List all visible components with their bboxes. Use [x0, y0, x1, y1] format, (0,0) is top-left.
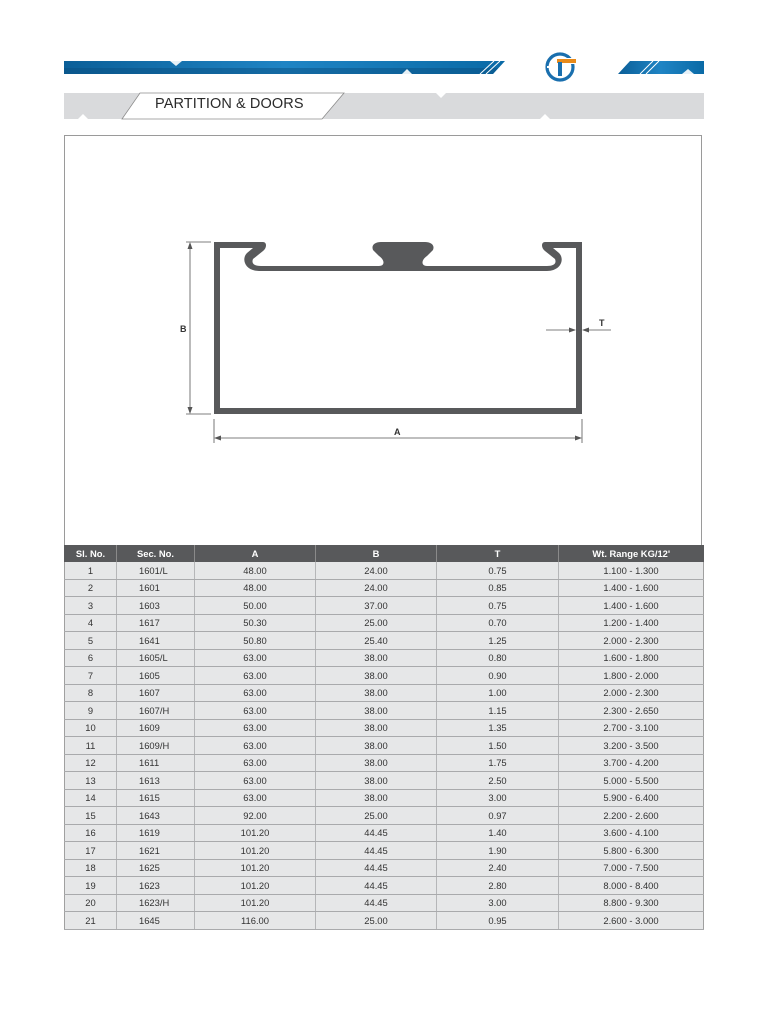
column-header-a: A — [195, 545, 316, 562]
table-row — [65, 772, 704, 790]
table-row — [65, 684, 704, 702]
sec-no-cell: 1619 — [117, 824, 195, 842]
table-row — [65, 579, 704, 597]
a-cell: 92.00 — [195, 807, 316, 825]
sec-no-cell: 1601/L — [117, 562, 195, 579]
sec-no-cell: 1641 — [117, 632, 195, 650]
sl-no-cell: 13 — [65, 772, 117, 790]
weight-range-cell: 3.200 - 3.500 — [559, 737, 704, 755]
b-cell: 38.00 — [316, 667, 437, 685]
sec-no-cell: 1625 — [117, 859, 195, 877]
sl-no-cell: 4 — [65, 614, 117, 632]
t-cell: 1.25 — [437, 632, 559, 650]
a-cell: 50.30 — [195, 614, 316, 632]
sl-no-cell: 12 — [65, 754, 117, 772]
t-cell: 1.00 — [437, 684, 559, 702]
weight-range-cell: 5.800 - 6.300 — [559, 842, 704, 860]
sec-no-cell: 1645 — [117, 912, 195, 930]
table-row — [65, 632, 704, 650]
sec-no-cell: 1643 — [117, 807, 195, 825]
sec-no-cell: 1609 — [117, 719, 195, 737]
t-cell: 0.70 — [437, 614, 559, 632]
t-cell: 1.75 — [437, 754, 559, 772]
b-cell: 25.40 — [316, 632, 437, 650]
sl-no-cell: 19 — [65, 877, 117, 895]
weight-range-cell: 1.200 - 1.400 — [559, 614, 704, 632]
t-cell: 3.00 — [437, 894, 559, 912]
b-cell: 38.00 — [316, 719, 437, 737]
table-row — [65, 824, 704, 842]
sec-no-cell: 1623 — [117, 877, 195, 895]
weight-range-cell: 8.000 - 8.400 — [559, 877, 704, 895]
weight-range-cell: 2.300 - 2.650 — [559, 702, 704, 720]
sec-no-cell: 1603 — [117, 597, 195, 615]
t-cell: 1.15 — [437, 702, 559, 720]
table-row — [65, 737, 704, 755]
sl-no-cell: 3 — [65, 597, 117, 615]
b-cell: 24.00 — [316, 579, 437, 597]
table-row — [65, 719, 704, 737]
t-cell: 0.90 — [437, 667, 559, 685]
label-b: B — [180, 324, 187, 334]
weight-range-cell: 7.000 - 7.500 — [559, 859, 704, 877]
weight-range-cell: 3.600 - 4.100 — [559, 824, 704, 842]
t-cell: 0.85 — [437, 579, 559, 597]
sl-no-cell: 16 — [65, 824, 117, 842]
table-header-row — [65, 545, 704, 562]
sl-no-cell: 20 — [65, 894, 117, 912]
sec-no-cell: 1607/H — [117, 702, 195, 720]
a-cell: 48.00 — [195, 562, 316, 579]
b-cell: 38.00 — [316, 649, 437, 667]
b-cell: 25.00 — [316, 807, 437, 825]
table-row — [65, 562, 704, 579]
column-header-sec-no: Sec. No. — [117, 545, 195, 562]
column-header-weight-range: Wt. Range KG/12' — [559, 545, 704, 562]
label-a: A — [394, 427, 401, 437]
t-cell: 1.35 — [437, 719, 559, 737]
table-row — [65, 754, 704, 772]
specification-table — [64, 545, 704, 930]
sec-no-cell: 1621 — [117, 842, 195, 860]
table-row — [65, 702, 704, 720]
a-cell: 48.00 — [195, 579, 316, 597]
a-cell: 63.00 — [195, 754, 316, 772]
a-cell: 63.00 — [195, 772, 316, 790]
table-row — [65, 912, 704, 930]
b-cell: 25.00 — [316, 912, 437, 930]
sl-no-cell: 17 — [65, 842, 117, 860]
sl-no-cell: 18 — [65, 859, 117, 877]
a-cell: 116.00 — [195, 912, 316, 930]
a-cell: 63.00 — [195, 737, 316, 755]
table-row — [65, 807, 704, 825]
table-row — [65, 789, 704, 807]
weight-range-cell: 1.400 - 1.600 — [559, 579, 704, 597]
company-logo-icon — [547, 54, 577, 80]
b-cell: 38.00 — [316, 789, 437, 807]
t-cell: 0.95 — [437, 912, 559, 930]
header-blue-stripe-right — [618, 61, 704, 74]
a-cell: 63.00 — [195, 684, 316, 702]
sl-no-cell: 1 — [65, 562, 117, 579]
sec-no-cell: 1623/H — [117, 894, 195, 912]
sl-no-cell: 7 — [65, 667, 117, 685]
table-row — [65, 649, 704, 667]
t-cell: 2.80 — [437, 877, 559, 895]
b-cell: 24.00 — [316, 562, 437, 579]
weight-range-cell: 1.800 - 2.000 — [559, 667, 704, 685]
t-cell: 3.00 — [437, 789, 559, 807]
table-row — [65, 877, 704, 895]
table-row — [65, 894, 704, 912]
b-cell: 44.45 — [316, 877, 437, 895]
a-cell: 63.00 — [195, 719, 316, 737]
table-row — [65, 597, 704, 615]
t-cell: 0.80 — [437, 649, 559, 667]
a-cell: 63.00 — [195, 667, 316, 685]
table-row — [65, 667, 704, 685]
t-cell: 1.50 — [437, 737, 559, 755]
t-cell: 2.40 — [437, 859, 559, 877]
b-cell: 38.00 — [316, 737, 437, 755]
t-cell: 1.40 — [437, 824, 559, 842]
a-cell: 101.20 — [195, 859, 316, 877]
weight-range-cell: 1.600 - 1.800 — [559, 649, 704, 667]
weight-range-cell: 8.800 - 9.300 — [559, 894, 704, 912]
t-cell: 0.75 — [437, 562, 559, 579]
a-cell: 63.00 — [195, 702, 316, 720]
b-cell: 44.45 — [316, 859, 437, 877]
b-cell: 44.45 — [316, 842, 437, 860]
t-cell: 2.50 — [437, 772, 559, 790]
sec-no-cell: 1607 — [117, 684, 195, 702]
weight-range-cell: 2.200 - 2.600 — [559, 807, 704, 825]
sec-no-cell: 1615 — [117, 789, 195, 807]
a-cell: 101.20 — [195, 824, 316, 842]
b-cell: 38.00 — [316, 684, 437, 702]
weight-range-cell: 1.400 - 1.600 — [559, 597, 704, 615]
t-cell: 0.75 — [437, 597, 559, 615]
a-cell: 101.20 — [195, 842, 316, 860]
sec-no-cell: 1613 — [117, 772, 195, 790]
table-row — [65, 859, 704, 877]
a-cell: 50.00 — [195, 597, 316, 615]
profile-cross-section-diagram — [65, 136, 703, 547]
weight-range-cell: 2.700 - 3.100 — [559, 719, 704, 737]
column-header-t: T — [437, 545, 559, 562]
b-cell: 25.00 — [316, 614, 437, 632]
a-cell: 63.00 — [195, 789, 316, 807]
weight-range-cell: 2.000 - 2.300 — [559, 684, 704, 702]
weight-range-cell: 5.900 - 6.400 — [559, 789, 704, 807]
t-cell: 1.90 — [437, 842, 559, 860]
b-cell: 38.00 — [316, 702, 437, 720]
b-cell: 38.00 — [316, 772, 437, 790]
column-header-sl-no: Sl. No. — [65, 545, 117, 562]
a-cell: 101.20 — [195, 877, 316, 895]
sec-no-cell: 1611 — [117, 754, 195, 772]
label-t: T — [599, 318, 605, 328]
header-blue-stripe — [64, 61, 505, 74]
b-cell: 44.45 — [316, 824, 437, 842]
column-header-b: B — [316, 545, 437, 562]
t-cell: 0.97 — [437, 807, 559, 825]
b-cell: 44.45 — [316, 894, 437, 912]
sl-no-cell: 21 — [65, 912, 117, 930]
weight-range-cell: 2.000 - 2.300 — [559, 632, 704, 650]
header-band — [0, 0, 768, 130]
table-body — [65, 562, 704, 929]
table-row — [65, 842, 704, 860]
dimension-b — [186, 242, 211, 414]
weight-range-cell: 3.700 - 4.200 — [559, 754, 704, 772]
sec-no-cell: 1605 — [117, 667, 195, 685]
weight-range-cell: 5.000 - 5.500 — [559, 772, 704, 790]
sl-no-cell: 8 — [65, 684, 117, 702]
sec-no-cell: 1605/L — [117, 649, 195, 667]
sec-no-cell: 1609/H — [117, 737, 195, 755]
section-title: PARTITION & DOORS — [155, 96, 304, 112]
sl-no-cell: 14 — [65, 789, 117, 807]
sl-no-cell: 6 — [65, 649, 117, 667]
sl-no-cell: 5 — [65, 632, 117, 650]
a-cell: 50.80 — [195, 632, 316, 650]
weight-range-cell: 2.600 - 3.000 — [559, 912, 704, 930]
a-cell: 101.20 — [195, 894, 316, 912]
profile-diagram-panel — [64, 135, 702, 546]
sl-no-cell: 15 — [65, 807, 117, 825]
sl-no-cell: 11 — [65, 737, 117, 755]
sl-no-cell: 2 — [65, 579, 117, 597]
a-cell: 63.00 — [195, 649, 316, 667]
sec-no-cell: 1601 — [117, 579, 195, 597]
b-cell: 38.00 — [316, 754, 437, 772]
sec-no-cell: 1617 — [117, 614, 195, 632]
sl-no-cell: 10 — [65, 719, 117, 737]
b-cell: 37.00 — [316, 597, 437, 615]
profile-inner-cavity — [220, 248, 576, 408]
sl-no-cell: 9 — [65, 702, 117, 720]
table-row — [65, 614, 704, 632]
weight-range-cell: 1.100 - 1.300 — [559, 562, 704, 579]
